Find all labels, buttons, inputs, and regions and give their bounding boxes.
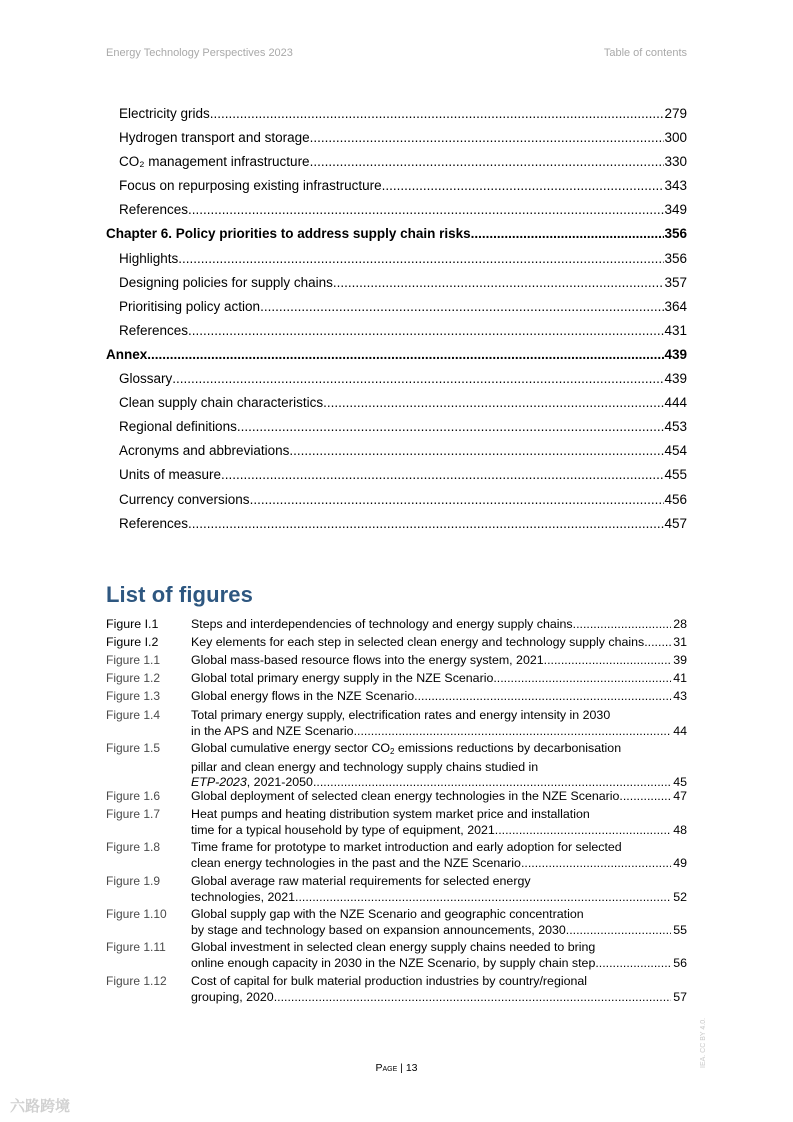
toc-leader	[250, 490, 665, 510]
figure-page: 57	[673, 989, 687, 1004]
figure-caption: Global mass-based resource flows into the energy system, 2021	[191, 653, 544, 667]
toc-leader	[333, 273, 665, 293]
toc-entry[interactable]	[106, 417, 687, 441]
toc-entry-page: 357	[664, 274, 687, 290]
figure-number: Figure 1.4	[106, 708, 161, 722]
figure-caption-cont: grouping, 2020	[191, 989, 274, 1004]
figure-caption-cont: ETP-2023, 2021-2050	[191, 775, 313, 789]
toc-entry[interactable]	[106, 369, 687, 393]
page-separator: |	[397, 1062, 406, 1074]
figure-page: 28	[673, 617, 687, 631]
table-of-contents	[106, 104, 687, 538]
toc-entry-title: Glossary	[119, 371, 173, 387]
toc-entry[interactable]	[106, 200, 687, 224]
figure-page: 44	[673, 723, 687, 738]
toc-leader	[178, 249, 664, 269]
toc-entry-title: Focus on repurposing existing infrastructure	[119, 178, 382, 194]
toc-entry-page: 439	[664, 346, 687, 362]
watermark-text: 六路跨境	[10, 1098, 71, 1115]
toc-leader	[573, 617, 672, 633]
toc-leader	[471, 224, 665, 244]
toc-leader	[188, 514, 664, 534]
toc-leader	[221, 465, 664, 485]
toc-entry-title: Clean supply chain characteristics	[119, 395, 324, 411]
toc-entry-page: 343	[664, 178, 687, 194]
toc-leader	[619, 789, 671, 805]
toc-entry[interactable]	[106, 297, 687, 321]
figure-page: 45	[673, 775, 687, 789]
figure-caption-cont: online enough capacity in 2030 in the NZE Scenario, by supply chain step	[191, 955, 596, 970]
toc-entry-title: Annex	[106, 346, 148, 362]
figure-caption: Global energy flows in the NZE Scenario	[191, 689, 415, 703]
toc-entry[interactable]	[106, 393, 687, 417]
toc-entry-page: 457	[664, 515, 687, 531]
toc-leader	[274, 990, 672, 1006]
toc-entry[interactable]	[106, 152, 687, 176]
toc-entry-page: 444	[664, 395, 687, 411]
toc-entry[interactable]	[106, 321, 687, 345]
toc-leader	[147, 345, 664, 365]
toc-leader	[644, 635, 671, 651]
figure-caption: Global average raw material requirements for selected energy	[191, 874, 531, 888]
figure-number: Figure 1.3	[106, 689, 161, 703]
list-of-figures-heading: List of figures	[106, 582, 253, 607]
figure-caption: Time frame for prototype to market introduction and early adoption for selected	[191, 840, 622, 854]
figure-number: Figure I.1	[106, 617, 159, 631]
toc-entry-title: Units of measure	[119, 467, 222, 483]
toc-entry-title: Regional definitions	[119, 419, 237, 435]
toc-entry-title: Currency conversions	[119, 491, 250, 507]
toc-entry-page: 300	[664, 130, 687, 146]
figure-page: 52	[673, 889, 687, 904]
running-header-title: Energy Technology Perspectives 2023	[106, 47, 293, 59]
page-label: Page	[375, 1062, 398, 1074]
figure-page: 41	[673, 671, 687, 685]
toc-entry-title: Designing policies for supply chains	[119, 274, 333, 290]
figure-caption: Key elements for each step in selected clean energy and technology supply chains	[191, 635, 645, 649]
toc-leader	[188, 200, 664, 220]
figure-page: 39	[673, 653, 687, 667]
toc-entry-title: References	[119, 515, 189, 531]
toc-entry-page: 279	[664, 106, 687, 121]
figure-number: Figure 1.1	[106, 653, 161, 667]
toc-entry[interactable]	[106, 490, 687, 514]
toc-entry-title: Acronyms and abbreviations	[119, 443, 290, 459]
toc-entry-title: Highlights	[119, 250, 179, 266]
license-notice: IEA. CC BY 4.0.	[700, 1017, 707, 1068]
toc-entry-title: CO₂ management infrastructure	[119, 154, 310, 170]
watermark-logo	[10, 1095, 70, 1116]
toc-chapter-entry[interactable]	[106, 345, 687, 369]
toc-entry-page: 454	[664, 443, 687, 459]
figure-number: Figure 1.9	[106, 874, 161, 888]
toc-leader	[354, 724, 672, 740]
toc-entry-page: 456	[664, 491, 687, 507]
figure-caption: Steps and interdependencies of technology and energy supply chains	[191, 617, 573, 631]
toc-entry-page: 453	[664, 419, 687, 435]
toc-entry[interactable]	[106, 514, 687, 538]
figure-caption-cont: technologies, 2021	[191, 889, 296, 904]
figure-caption: Global investment in selected clean energy supply chains needed to bring	[191, 940, 596, 954]
toc-leader	[544, 653, 672, 669]
toc-entry[interactable]	[106, 104, 687, 128]
toc-leader	[414, 689, 671, 705]
toc-leader	[566, 923, 671, 939]
toc-leader	[260, 297, 664, 317]
figure-caption: Global total primary energy supply in the NZE Scenario	[191, 671, 494, 685]
running-header-section: Table of contents	[603, 47, 687, 59]
figure-number: Figure 1.12	[106, 974, 167, 988]
toc-leader	[493, 671, 671, 687]
figure-page: 47	[673, 789, 687, 803]
toc-leader	[323, 393, 664, 413]
figure-caption: Global supply gap with the NZE Scenario and geographic concentration	[191, 907, 584, 921]
page-number: 13	[405, 1062, 418, 1074]
figure-caption: Global cumulative energy sector CO2 emissions reductions by decarbonisation	[191, 741, 622, 756]
figure-caption: Global deployment of selected clean energy technologies in the NZE Scenario	[191, 789, 620, 803]
figure-caption: Heat pumps and heating distribution system market price and installation	[191, 807, 590, 821]
page-footer	[0, 1062, 793, 1074]
toc-entry-title: References	[119, 202, 189, 218]
toc-leader	[495, 823, 671, 839]
toc-entry[interactable]	[106, 441, 687, 465]
figure-number: Figure 1.11	[106, 940, 166, 954]
figure-page: 31	[673, 635, 687, 649]
figure-page: 49	[673, 855, 687, 870]
figure-page: 55	[673, 922, 687, 937]
toc-leader	[310, 152, 665, 172]
toc-chapter-entry[interactable]	[106, 224, 687, 248]
figure-number: Figure 1.10	[106, 907, 167, 921]
toc-leader	[188, 321, 664, 341]
toc-leader	[521, 856, 671, 872]
toc-entry-page: 439	[664, 371, 687, 387]
toc-entry-page: 356	[664, 250, 687, 266]
figure-number: Figure I.2	[106, 635, 159, 649]
toc-entry-title: Chapter 6. Policy priorities to address supply chain risks	[106, 226, 471, 242]
toc-entry-title: Electricity grids	[119, 106, 210, 121]
toc-leader	[172, 369, 664, 389]
toc-entry-page: 349	[664, 202, 687, 218]
figure-page: 56	[673, 955, 687, 970]
toc-leader	[237, 417, 665, 437]
figure-caption-cont: time for a typical household by type of equipment, 2021	[191, 822, 495, 837]
figure-caption-cont: in the APS and NZE Scenario	[191, 723, 354, 738]
toc-leader	[595, 956, 671, 972]
toc-leader	[210, 104, 665, 124]
toc-entry-title: Hydrogen transport and storage	[119, 130, 310, 146]
toc-entry-title: References	[119, 322, 189, 338]
toc-entry-page: 364	[664, 298, 687, 314]
toc-entry[interactable]	[106, 465, 687, 489]
figure-caption-cont: pillar and clean energy and technology supply chains studied in	[191, 759, 539, 774]
toc-leader	[295, 890, 671, 906]
figure-page: 48	[673, 822, 687, 837]
figure-caption: Total primary energy supply, electrification rates and energy intensity in 2030	[191, 708, 611, 722]
toc-leader	[310, 128, 665, 148]
figure-number: Figure 1.8	[106, 840, 161, 854]
figure-number: Figure 1.5	[106, 741, 161, 755]
figure-number: Figure 1.7	[106, 807, 161, 821]
toc-entry[interactable]	[106, 128, 687, 152]
figure-number: Figure 1.6	[106, 789, 161, 803]
figure-caption: Cost of capital for bulk material production industries by country/regional	[191, 974, 588, 988]
toc-entry-page: 330	[664, 154, 687, 170]
toc-entry[interactable]	[106, 249, 687, 273]
toc-entry-title: Prioritising policy action	[119, 298, 261, 314]
figure-caption-cont: by stage and technology based on expansion announcements, 2030	[191, 922, 566, 937]
toc-entry-page: 356	[664, 226, 687, 242]
toc-entry[interactable]	[106, 176, 687, 200]
figure-caption-cont: clean energy technologies in the past and the NZE Scenario	[191, 855, 521, 870]
figure-page: 43	[673, 689, 687, 703]
toc-entry-page: 455	[664, 467, 687, 483]
toc-leader	[382, 176, 665, 196]
toc-entry-page: 431	[664, 322, 687, 338]
figure-number: Figure 1.2	[106, 671, 161, 685]
toc-leader	[289, 441, 664, 461]
toc-entry[interactable]	[106, 273, 687, 297]
